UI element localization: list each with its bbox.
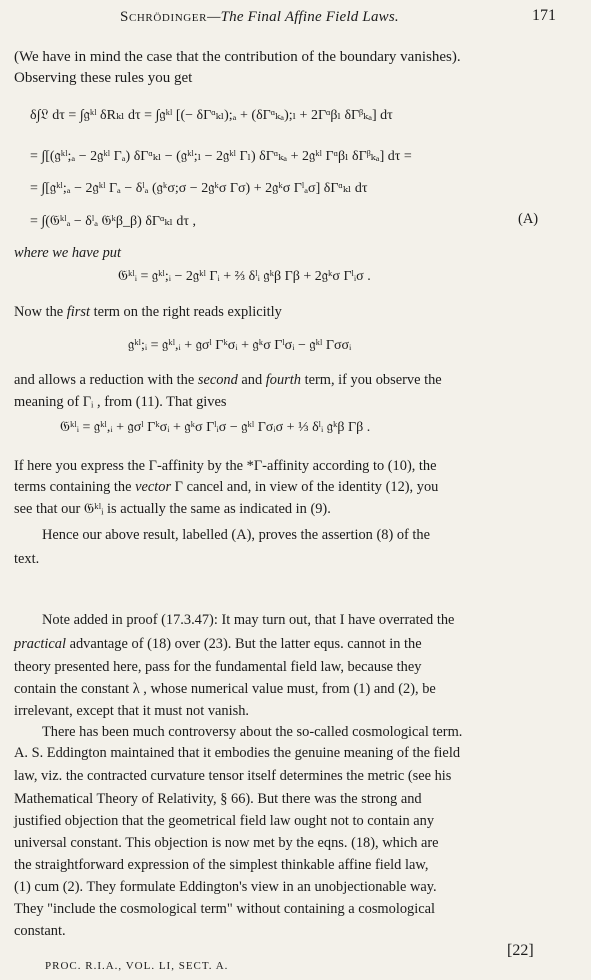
note-line-5: irrelevant, except that it must not vanish. xyxy=(14,703,249,719)
controversy-line-6: universal constant. This objection is now met by the eqns. (18), which are xyxy=(14,835,439,851)
controversy-line-1: There has been much controversy about the so-called cosmological term. xyxy=(42,724,463,740)
hence-line-1: Hence our above result, labelled (A), proves the assertion (8) of the xyxy=(42,527,431,543)
controversy-line-2: A. S. Eddington maintained that it embodies the genuine meaning of the field xyxy=(14,745,461,761)
equation-variation-line-4: = ∫(𝔊ᵏˡₐ − δˡₐ 𝔊ᵏβ_β) δΓᵅₖₗ dτ , xyxy=(30,214,197,229)
page-number: 171 xyxy=(532,7,556,24)
intro-line-1: (We have in mind the case that the contribution of the boundary vanishes). xyxy=(14,49,461,65)
footer-sheet-number: [22] xyxy=(507,942,534,959)
note-line-4: contain the constant λ , whose numerical value must, from (1) and (2), be xyxy=(14,681,436,697)
controversy-line-10: constant. xyxy=(14,923,66,939)
equation-variation-line-1: δ∫𝔏 dτ = ∫𝔤ᵏˡ δRₖₗ dτ = ∫𝔤ᵏˡ [(− δΓᵅₖₗ);ₐ + (δΓᵅₖₐ);ₗ + 2Γᵅβₗ δΓᵝₖₐ] dτ xyxy=(30,108,393,123)
intro-line-2: Observing these rules you get xyxy=(14,70,193,86)
note-line-2: practical advantage of (18) over (23). But the latter equs. cannot in the xyxy=(14,636,422,652)
hence-line-2: text. xyxy=(14,551,40,567)
where-we-have-put: where we have put xyxy=(14,245,121,261)
equation-variation-line-2: = ∫[(𝔤ᵏˡ;ₐ − 2𝔤ᵏˡ Γₐ) δΓᵅₖₗ − (𝔤ᵏˡ;ₗ − 2𝔤ᵏˡ Γₗ) δΓᵅₖₐ + 2𝔤ᵏˡ Γᵅβₗ δΓᵝₖₐ] dτ = xyxy=(30,149,412,164)
allows-reduction-line-2: meaning of Γᵢ , from (11). That gives xyxy=(14,394,227,410)
running-head-author: Schrödinger xyxy=(120,9,208,25)
journal-footer: PROC. R.I.A., VOL. LI, SECT. A. xyxy=(45,960,229,972)
controversy-line-8: (1) cum (2). They formulate Eddington's view in an unobjectionable way. xyxy=(14,879,437,895)
controversy-line-7: the straightforward expression of the simplest thinkable affine field law, xyxy=(14,857,429,873)
controversy-line-3: law, viz. the contracted curvature tensor itself determines the metric (see his xyxy=(14,768,452,784)
running-head xyxy=(120,9,399,26)
note-line-1: Note added in proof (17.3.47): It may turn out, that I have overrated the xyxy=(42,612,455,628)
if-here-line-1: If here you express the Γ-affinity by the *Γ-affinity according to (10), the xyxy=(14,458,437,474)
equation-variation-line-3: = ∫[𝔤ᵏˡ;ₐ − 2𝔤ᵏˡ Γₐ − δˡₐ (𝔤ᵏσ;σ − 2𝔤ᵏσ Γσ) + 2𝔤ᵏσ Γˡₐσ] δΓᵅₖₗ dτ xyxy=(30,181,368,196)
equation-label-A: (A) xyxy=(518,211,539,227)
note-line-3: theory presented here, pass for the fundamental field law, because they xyxy=(14,659,422,675)
equation-first-term: 𝔤ᵏˡ;ᵢ = 𝔤ᵏˡ,ᵢ + 𝔤σˡ Γᵏσᵢ + 𝔤ᵏσ Γˡσᵢ − 𝔤ᵏˡ Γσσᵢ xyxy=(128,338,352,353)
now-first-term-line: Now the first term on the right reads explicitly xyxy=(14,304,282,320)
if-here-line-2: terms containing the vector Γ cancel and, in view of the identity (12), you xyxy=(14,479,439,495)
controversy-line-5: justified objection that the geometrical field law ought not to contain any xyxy=(14,813,435,829)
equation-that-gives: 𝔊ᵏˡᵢ = 𝔤ᵏˡ,ᵢ + 𝔤σˡ Γᵏσᵢ + 𝔤ᵏσ Γˡᵢσ − 𝔤ᵏˡ Γσᵢσ + ⅓ δˡᵢ 𝔤ᵏβ Γβ . xyxy=(60,420,371,435)
equation-definition: 𝔊ᵏˡᵢ = 𝔤ᵏˡ;ᵢ − 2𝔤ᵏˡ Γᵢ + ⅔ δˡᵢ 𝔤ᵏβ Γβ + 2𝔤ᵏσ Γˡᵢσ . xyxy=(118,269,371,284)
controversy-line-9: They "include the cosmological term" without containing a cosmological xyxy=(14,901,435,917)
allows-reduction-line-1: and allows a reduction with the second and fourth term, if you observe the xyxy=(14,372,442,388)
controversy-line-4: Mathematical Theory of Relativity, § 66). But there was the strong and xyxy=(14,791,422,807)
if-here-line-3: see that our 𝔊ᵏˡᵢ is actually the same as indicated in (9). xyxy=(14,501,331,517)
running-head-title: —The Final Affine Field Laws. xyxy=(207,9,399,25)
